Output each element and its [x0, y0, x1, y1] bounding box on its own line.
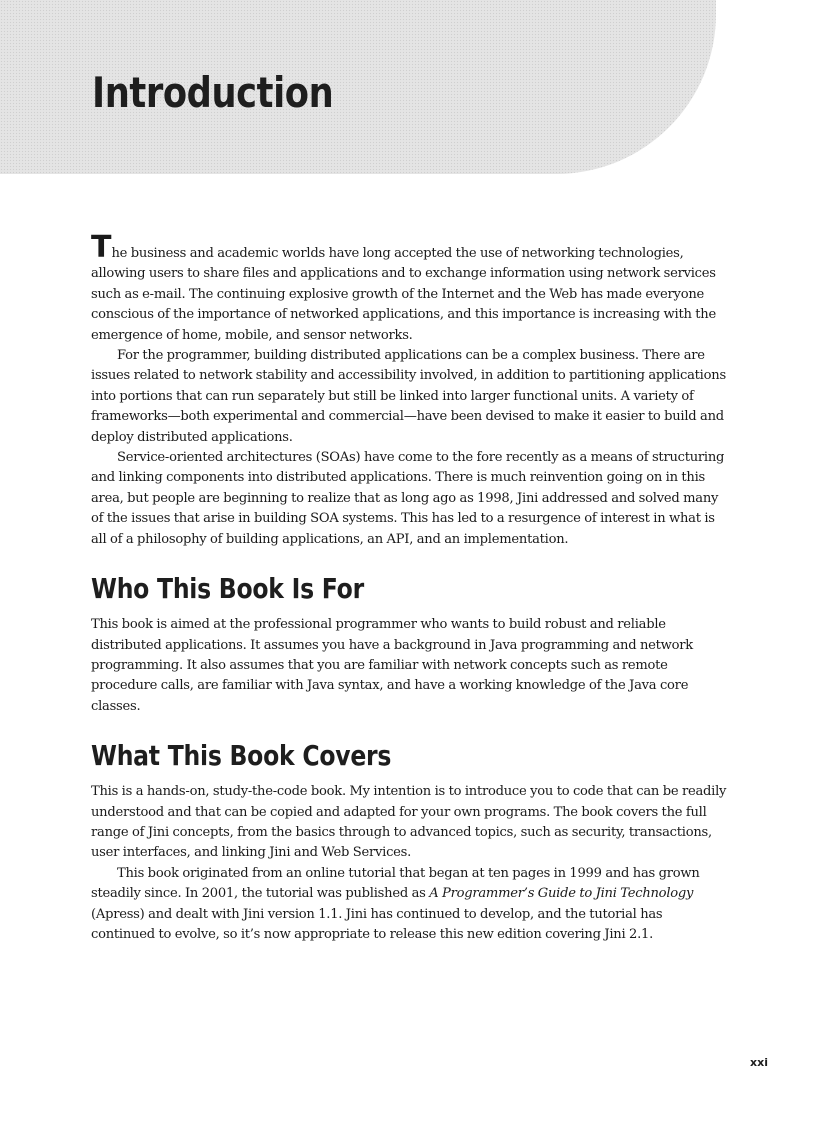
- drop-cap: T: [91, 230, 112, 265]
- intro-paragraph-1-text: he business and academic worlds have long accepted the use of networking technologies, allowing users to share files and applications and to exchange information using network services such as e-mail. The continuing explosive growth of the Internet and the Web has made everyone conscious of the importance of networked applications, and this importance is increasing with the emergence of home, mobile, and sensor networks.: [91, 246, 716, 343]
- intro-paragraph-2: For the programmer, building distributed applications can be a complex business. There are issues related to network stability and accessibility involved, in addition to partitioning applications into portions that can run separately but still be linked into larger functional units. A variety of frameworks—both experimental and commercial—have been devised to make it easier to build and deploy distributed applications.: [91, 348, 726, 445]
- what-paragraph-2-text-a: This book originated from an online tutorial that began at ten pages in 1999 and has grown steadily since. In 2001, the tutorial was published as: [91, 865, 700, 902]
- what-paragraph-1: This is a hands-on, study-the-code book. My intention is to introduce you to code that can be readily understood and that can be copied and adapted for your own programs. The book covers the full range of Jini concepts, from the basics through to advanced topics, such as security, transactions, user interfaces, and linking Jini and Web Services.: [91, 784, 727, 861]
- section-heading-what: What This Book Covers: [91, 739, 392, 773]
- book-title-citation: A Programmer’s Guide to Jini Technology: [429, 886, 694, 902]
- intro-paragraph-1: [91, 230, 728, 346]
- who-paragraph-1: This book is aimed at the professional programmer who wants to build robust and reliable distributed applications. It assumes you have a background in Java programming and network programming. It also assumes that you are familiar with network concepts such as remote procedure calls, are familiar with Java syntax, and have a working knowledge of the Java core classes.: [91, 617, 693, 714]
- chapter-title: Introduction: [92, 68, 334, 117]
- what-paragraph-2: [91, 864, 728, 946]
- what-paragraph-2-text-b: (Apress) and dealt with Jini version 1.1. Jini has continued to develop, and the tutorial has continued to evolve, so it’s now appropriate to release this new edition covering Jini 2.1.: [91, 906, 663, 942]
- page-body: [91, 230, 728, 945]
- section-heading-who: Who This Book Is For: [91, 572, 364, 606]
- intro-paragraph-3: Service-oriented architectures (SOAs) have come to the fore recently as a means of structuring and linking components into distributed applications. There is much reinvention going on in this area, but people are beginning to realize that as long ago as 1998, Jini addressed and solved many of the issues that arise in building SOA systems. This has led to a resurgence of interest in what is all of a philosophy of building applications, an API, and an implementation.: [91, 450, 725, 547]
- page-number: xxi: [750, 1056, 768, 1069]
